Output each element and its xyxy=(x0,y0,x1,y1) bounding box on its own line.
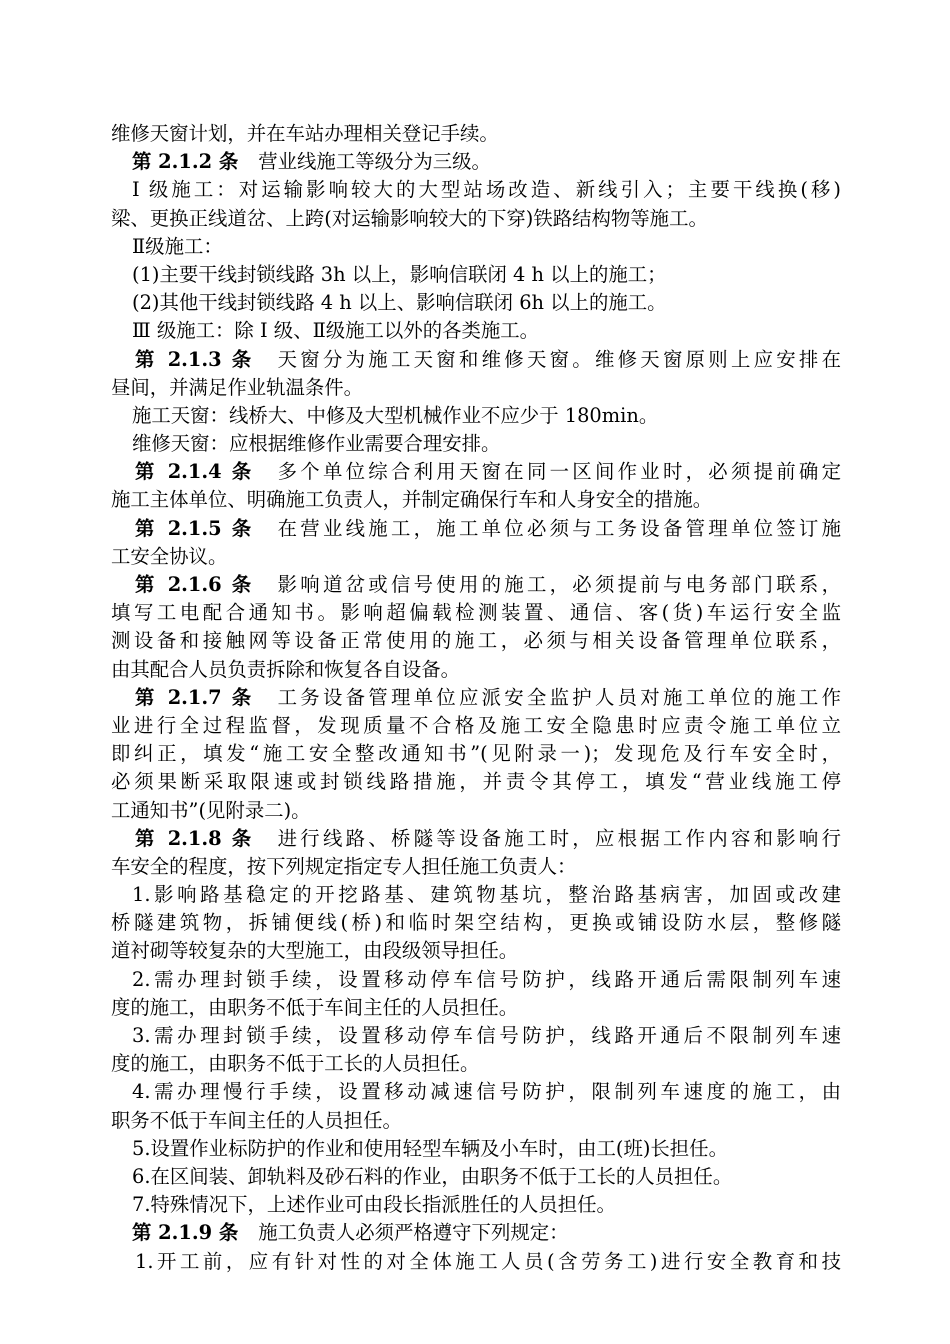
line-text: I 级施工：对运输影响较大的大型站场改造、新线引入；主要干线换(移) xyxy=(132,178,841,202)
line-text: 工务设备管理单位应派安全监护人员对施工单位的施工作 xyxy=(274,685,841,709)
line-text: 度的施工，由职务不低于工长的人员担任。 xyxy=(111,1052,480,1076)
text-line xyxy=(111,1107,841,1135)
line-text: 6.在区间装、卸轨料及砂石料的作业，由职务不低于工长的人员担任。 xyxy=(132,1164,733,1188)
text-line xyxy=(111,1022,841,1050)
line-text: 由其配合人员负责拆除和恢复各自设备。 xyxy=(111,657,461,681)
line-text: 在营业线施工，施工单位必须与工务设备管理单位签订施 xyxy=(274,516,841,540)
line-text: 3.需办理封锁手续，设置移动停车信号防护，线路开通后不限制列车速 xyxy=(132,1024,841,1047)
line-text: 维修天窗：应根据维修作业需要合理安排。 xyxy=(132,432,501,456)
line-text: 1.影响路基稳定的开挖路基、建筑物基坑，整治路基病害，加固或改建 xyxy=(132,883,841,907)
text-line xyxy=(111,120,841,148)
text-line xyxy=(111,233,841,261)
line-text: 施工主体单位、明确施工负责人，并制定确保行车和人身安全的措施。 xyxy=(111,488,713,512)
article-heading-line xyxy=(111,148,841,176)
line-text: 必须果断采取限速或封锁线路措施，并责令其停工，填发“营业线施工停 xyxy=(111,770,841,794)
article-heading-line xyxy=(111,515,841,543)
line-text: 施工天窗：线桥大、中修及大型机械作业不应少于 180min。 xyxy=(132,403,659,427)
text-line xyxy=(111,176,841,204)
text-line xyxy=(111,1135,841,1163)
line-text: 维修天窗计划，并在车站办理相关登记手续。 xyxy=(111,122,499,145)
article-number: 第 2.1.2 条 xyxy=(132,150,239,174)
line-text: 昼间，并满足作业轨温条件。 xyxy=(111,375,364,399)
line-text: 业进行全过程监督，发现质量不合格及施工安全隐患时应责令施工单位立 xyxy=(111,713,841,737)
line-text: 天窗分为施工天窗和维修天窗。维修天窗原则上应安排在 xyxy=(274,347,841,371)
text-line xyxy=(111,402,841,430)
line-text: 工安全协议。 xyxy=(111,544,228,568)
line-text: 车安全的程度，按下列规定指定专人担任施工负责人： xyxy=(111,854,577,878)
text-line xyxy=(111,966,841,994)
text-line xyxy=(111,430,841,458)
line-text: 1.开工前，应有针对性的对全体施工人员(含劳务工)进行安全教育和技 xyxy=(135,1249,841,1273)
text-line xyxy=(111,656,841,684)
article-number: 第 2.1.6 条 xyxy=(135,573,255,596)
text-line xyxy=(111,881,841,909)
line-text: 工通知书”(见附录二)。 xyxy=(111,798,311,822)
line-text: 营业线施工等级分为三级。 xyxy=(258,150,491,174)
line-text: (1)主要干线封锁线路 3h 以上，影响信联闭 4 h 以上的施工； xyxy=(132,262,667,286)
text-line xyxy=(111,909,841,937)
article-number: 第 2.1.7 条 xyxy=(135,685,255,709)
article-number: 第 2.1.3 条 xyxy=(135,347,255,371)
article-number: 第 2.1.9 条 xyxy=(132,1221,239,1245)
article-heading-line xyxy=(111,571,841,599)
text-line xyxy=(111,740,841,768)
text-line xyxy=(111,1248,841,1276)
text-line xyxy=(111,768,841,796)
line-text: 度的施工，由职务不低于车间主任的人员担任。 xyxy=(111,995,519,1019)
line-text: 多个单位综合利用天窗在同一区间作业时，必须提前确定 xyxy=(274,460,841,484)
line-text: 5.设置作业标防护的作业和使用轻型车辆及小车时，由工(班)长担任。 xyxy=(132,1136,728,1160)
text-line xyxy=(111,937,841,965)
line-text: 7.特殊情况下，上述作业可由段长指派胜任的人员担任。 xyxy=(132,1193,616,1217)
article-heading-line xyxy=(111,825,841,853)
text-line xyxy=(111,797,841,825)
line-text: Ⅱ级施工： xyxy=(132,234,223,258)
text-line xyxy=(111,486,841,514)
text-line xyxy=(111,712,841,740)
line-text: 施工负责人必须严格遵守下列规定： xyxy=(258,1221,569,1245)
article-heading-line xyxy=(111,346,841,374)
text-line xyxy=(111,317,841,345)
line-text: 填写工电配合通知书。影响超偏载检测装置、通信、客(货)车运行安全监 xyxy=(111,601,841,625)
text-line xyxy=(111,1191,841,1219)
line-text: 影响道岔或信号使用的施工，必须提前与电务部门联系， xyxy=(274,573,841,596)
text-line xyxy=(111,599,841,627)
text-line xyxy=(111,289,841,317)
text-line xyxy=(111,1078,841,1106)
line-text: 职务不低于车间主任的人员担任。 xyxy=(111,1108,402,1132)
article-number: 第 2.1.4 条 xyxy=(135,460,255,484)
line-text: 2.需办理封锁手续，设置移动停车信号防护，线路开通后需限制列车速 xyxy=(132,967,841,991)
text-line xyxy=(111,543,841,571)
text-line xyxy=(111,853,841,881)
text-line xyxy=(111,627,841,655)
text-line xyxy=(111,994,841,1022)
text-line xyxy=(111,374,841,402)
line-text: Ⅲ 级施工：除 I 级、Ⅱ级施工以外的各类施工。 xyxy=(132,319,540,343)
line-text: 进行线路、桥隧等设备施工时，应根据工作内容和影响行 xyxy=(274,826,841,850)
article-heading-line xyxy=(111,684,841,712)
line-text: 测设备和接触网等设备正常使用的施工，必须与相关设备管理单位联系， xyxy=(111,629,841,653)
article-number: 第 2.1.8 条 xyxy=(135,826,255,850)
text-line xyxy=(111,1163,841,1191)
article-heading-line xyxy=(111,1219,841,1247)
text-line xyxy=(111,261,841,289)
line-text: 4.需办理慢行手续，设置移动减速信号防护，限制列车速度的施工，由 xyxy=(132,1080,841,1104)
article-number: 第 2.1.5 条 xyxy=(135,516,255,540)
line-text: 桥隧建筑物，拆铺便线(桥)和临时架空结构，更换或铺设防水层，整修隧 xyxy=(111,911,841,935)
line-text: (2)其他干线封锁线路 4 h 以上、影响信联闭 6h 以上的施工。 xyxy=(132,291,667,315)
document-body xyxy=(111,120,841,1276)
text-line xyxy=(111,1050,841,1078)
article-heading-line xyxy=(111,458,841,486)
line-text: 即纠正，填发“施工安全整改通知书”(见附录一)；发现危及行车安全时， xyxy=(111,742,841,766)
line-text: 梁、更换正线道岔、上跨(对运输影响较大的下穿)铁路结构物等施工。 xyxy=(111,206,708,230)
text-line xyxy=(111,205,841,233)
line-text: 道衬砌等较复杂的大型施工，由段级领导担任。 xyxy=(111,939,519,963)
